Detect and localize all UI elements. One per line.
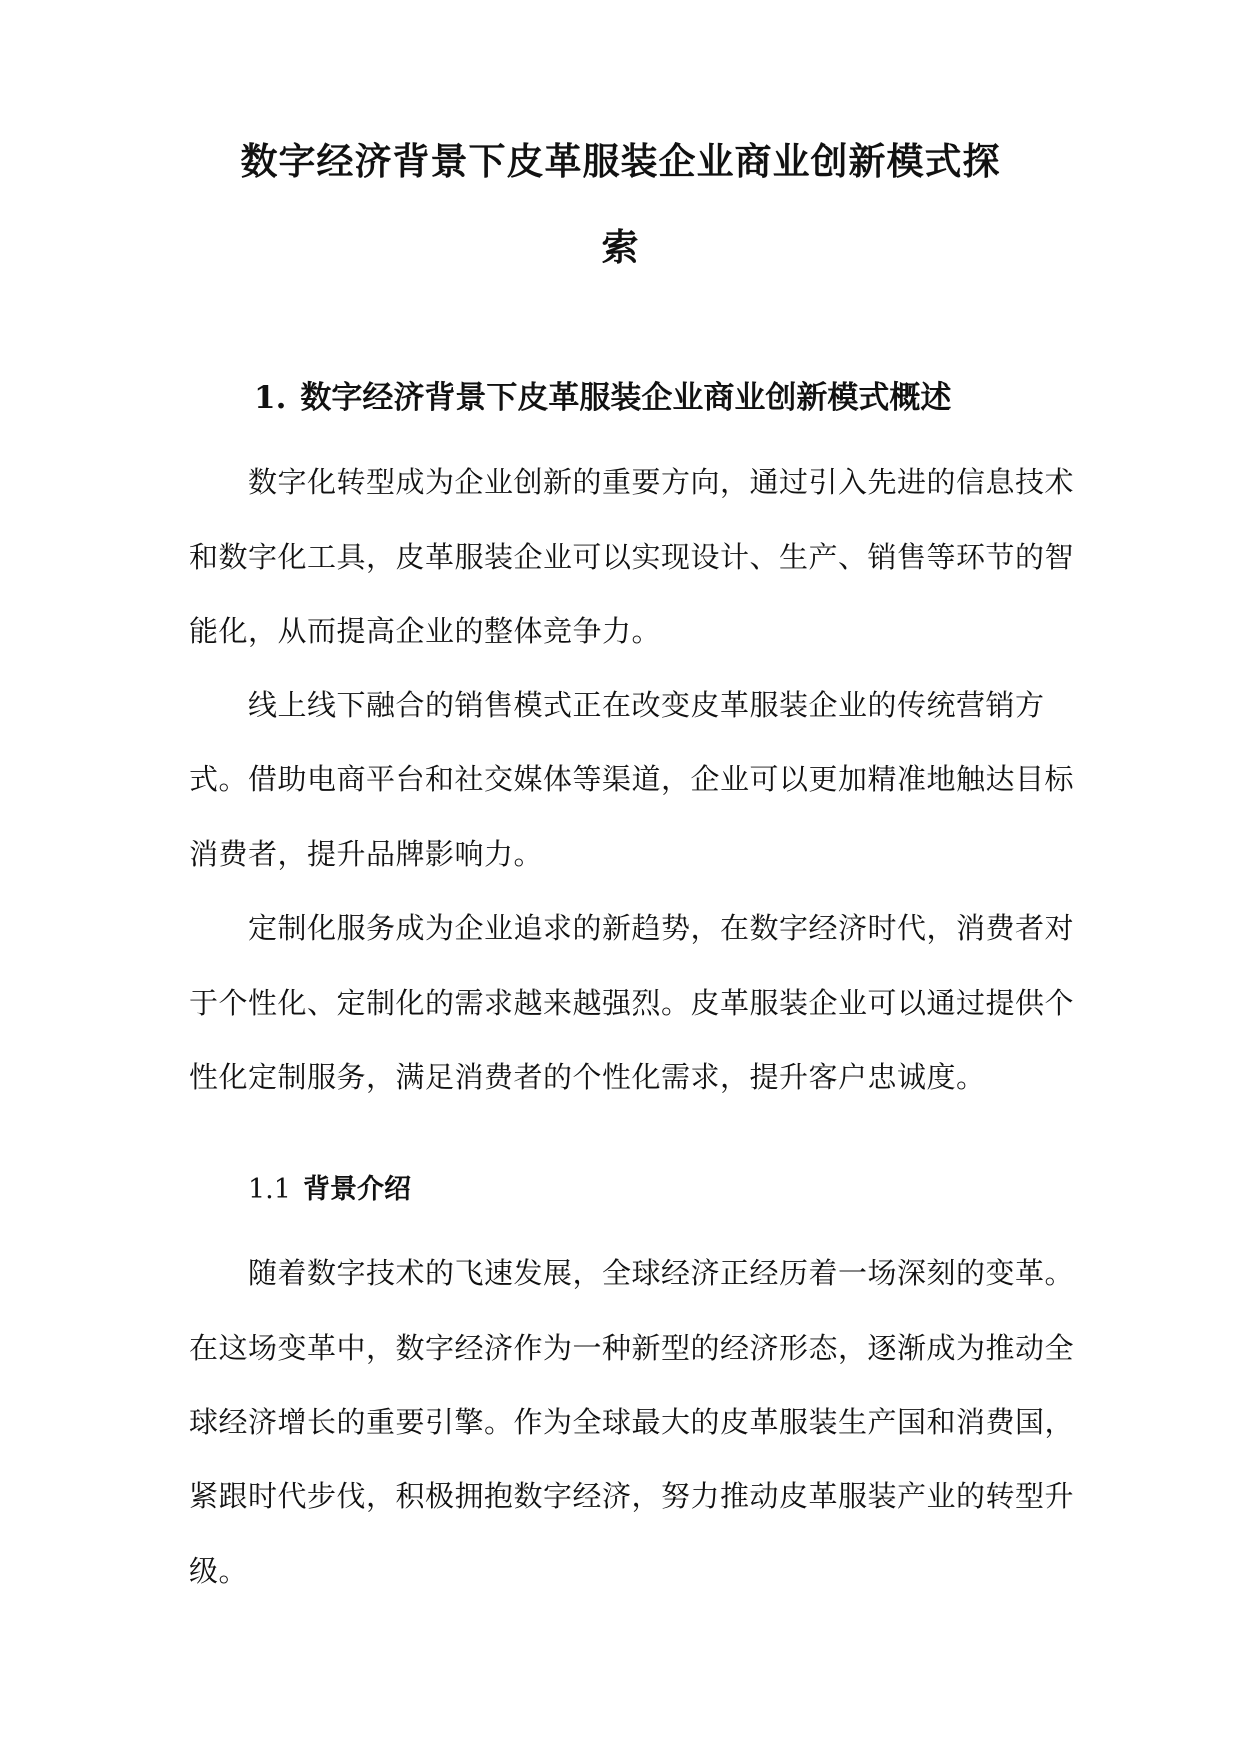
paragraph-line: 性化定制服务，满足消费者的个性化需求，提升客户忠诚度。 xyxy=(189,1060,986,1094)
paragraph-line: 消费者，提升品牌影响力。 xyxy=(189,837,544,871)
section-1-number: 1. xyxy=(254,380,287,416)
section-1-title: 数字经济背景下皮革服装企业商业创新模式概述 xyxy=(300,380,952,416)
paragraph-line: 紧跟时代步伐，积极拥抱数字经济，努力推动皮革服装产业的转型升 xyxy=(189,1479,1075,1513)
paragraph-line: 于个性化、定制化的需求越来越强烈。皮革服装企业可以通过提供个 xyxy=(189,986,1075,1020)
document-title-line-1: 数字经济背景下皮革服装企业商业创新模式探 xyxy=(240,140,1001,183)
section-1-heading xyxy=(254,376,951,420)
paragraph-line: 和数字化工具，皮革服装企业可以实现设计、生产、销售等环节的智 xyxy=(189,540,1075,574)
paragraph-line: 级。 xyxy=(189,1554,249,1588)
paragraph-line: 在这场变革中，数字经济作为一种新型的经济形态，逐渐成为推动全 xyxy=(189,1331,1075,1365)
paragraph-line: 式。借助电商平台和社交媒体等渠道，企业可以更加精准地触达目标 xyxy=(189,762,1075,796)
paragraph-line: 能化，从而提高企业的整体竞争力。 xyxy=(189,614,662,648)
paragraph-line: 定制化服务成为企业追求的新趋势，在数字经济时代，消费者对 xyxy=(248,911,1075,945)
paragraph-line: 随着数字技术的飞速发展，全球经济正经历着一场深刻的变革。 xyxy=(248,1256,1075,1290)
paragraph-line: 数字化转型成为企业创新的重要方向，通过引入先进的信息技术 xyxy=(248,465,1075,499)
section-1-1-title: 背景介绍 xyxy=(302,1174,411,1205)
paragraph-line: 球经济增长的重要引擎。作为全球最大的皮革服装生产国和消费国， xyxy=(189,1405,1075,1439)
paragraph-line: 线上线下融合的销售模式正在改变皮革服装企业的传统营销方 xyxy=(248,688,1045,722)
section-1-1-number: 1.1 xyxy=(248,1174,291,1205)
section-1-1-heading xyxy=(248,1170,411,1210)
document-title-line-2: 索 xyxy=(601,226,640,269)
